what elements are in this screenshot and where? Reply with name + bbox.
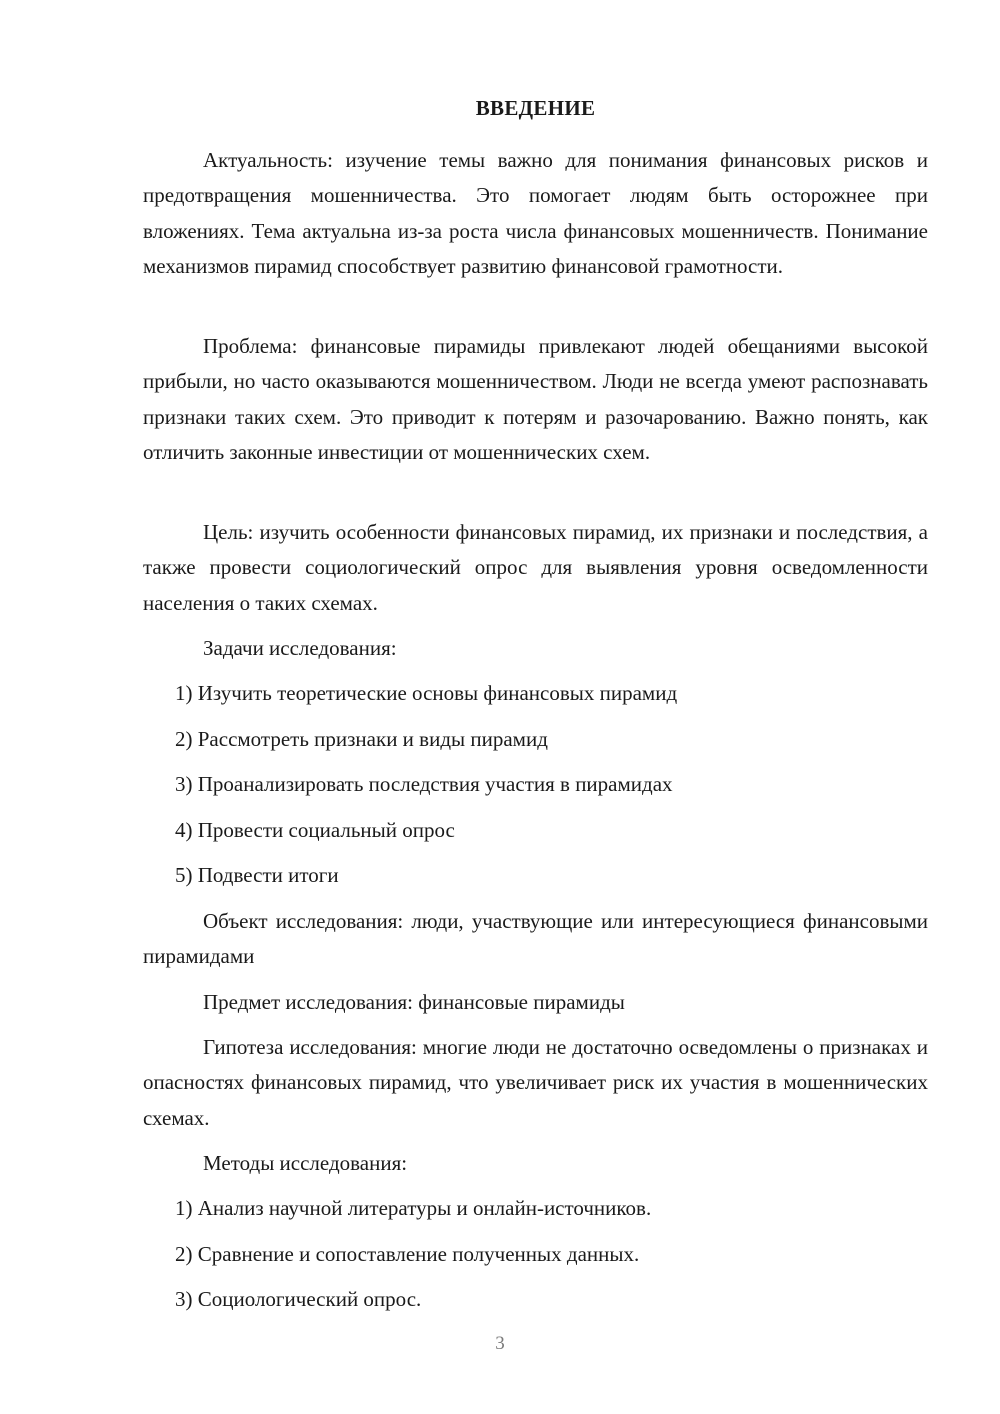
relevance-paragraph: Актуальность: изучение темы важно для понимания финансовых рисков и предотвращения мошенничества. Это помогает людям быть осторожнее при вложениях. Тема актуальна из-за роста числа финансовых мошенничеств. Понимание механизмов пирамид способствует развитию финансовой грамотности. bbox=[143, 148, 928, 278]
goal-paragraph: Цель: изучить особенности финансовых пирамид, их признаки и последствия, а также провести социологический опрос для выявления уровня осведомленности населения о таких схемах. bbox=[143, 520, 928, 615]
methods-label: Методы исследования: bbox=[203, 1151, 408, 1175]
method-item: 2) Сравнение и сопоставление полученных данных. bbox=[175, 1242, 640, 1266]
task-item: 3) Проанализировать последствия участия в пирамидах bbox=[175, 772, 673, 796]
tasks-label: Задачи исследования: bbox=[203, 636, 397, 660]
subject-paragraph: Предмет исследования: финансовые пирамиды bbox=[203, 990, 625, 1014]
method-item: 1) Анализ научной литературы и онлайн-источников. bbox=[175, 1196, 652, 1220]
page-title: ВВЕДЕНИЕ bbox=[475, 96, 596, 120]
task-item: 5) Подвести итоги bbox=[175, 863, 339, 887]
method-item: 3) Социологический опрос. bbox=[175, 1287, 422, 1311]
object-paragraph: Объект исследования: люди, участвующие или интересующиеся финансовыми пирамидами bbox=[143, 909, 928, 969]
page-number: 3 bbox=[495, 1333, 505, 1354]
task-item: 2) Рассмотреть признаки и виды пирамид bbox=[175, 727, 548, 751]
problem-paragraph: Проблема: финансовые пирамиды привлекают людей обещаниями высокой прибыли, но часто оказываются мошенничеством. Люди не всегда умеют распознавать признаки таких схем. Это приводит к потерям и разочарованию. Важно понять, как отличить законные инвестиции от мошеннических схем. bbox=[143, 334, 928, 464]
hypothesis-paragraph: Гипотеза исследования: многие люди не достаточно осведомлены о признаках и опасностях финансовых пирамид, что увеличивает риск их участия в мошеннических схемах. bbox=[143, 1035, 928, 1130]
task-item: 1) Изучить теоретические основы финансовых пирамид bbox=[175, 681, 678, 705]
task-item: 4) Провести социальный опрос bbox=[175, 818, 455, 842]
